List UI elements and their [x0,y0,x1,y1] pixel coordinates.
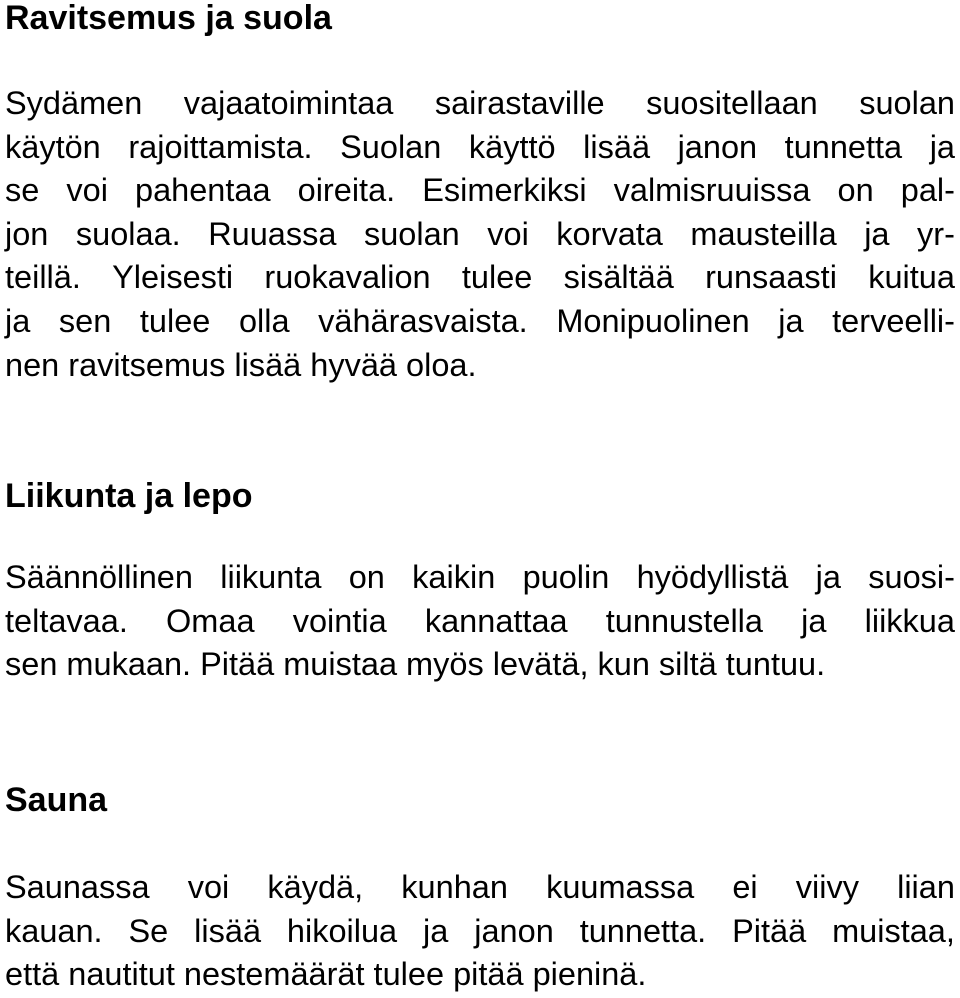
word: yr- [917,215,955,252]
word: Suolan [340,128,442,165]
word: tunnustella [605,602,763,639]
word: kuitua [868,259,955,296]
text-line [5,82,955,126]
word: tunnetta. [579,912,707,949]
word: ja [801,602,827,639]
word: kaikin [412,559,496,595]
word: ja [929,128,955,165]
word: kauan. [5,912,103,949]
word: muistaa, [832,912,955,949]
word: vointia [292,602,387,639]
word: Sydämen [5,85,143,121]
word: valmisruuissa [613,172,811,209]
text-line: että nautitut nestemäärät tulee pitää pieninä. [5,956,647,993]
word: jon [5,215,49,252]
text-line [5,300,955,344]
word: ruokavalion [264,259,431,296]
paragraph-liikunta [5,556,955,687]
word: liikunta [220,559,322,595]
text-line [5,169,955,213]
word: teltavaa. [5,602,128,639]
word: voi [187,869,230,905]
word: tulee [461,259,533,296]
word: mausteilla [690,215,837,252]
text-line [5,556,955,600]
word: käytön [5,128,101,165]
word: tulee [139,302,211,339]
word: vähärasvaista. [318,302,528,339]
word: suositellaan [646,85,818,121]
word: ei [732,869,758,905]
word: voi [487,215,529,252]
word: ja [423,912,449,949]
word: Omaa [166,602,255,639]
text-line [5,866,955,910]
word: pahentaa [135,172,271,209]
word: tunnetta [784,128,903,165]
paragraph-sauna [5,866,955,997]
word: suolan [859,85,955,121]
word: Monipuolinen [556,302,750,339]
word: terveelli- [832,302,955,339]
word: ja [5,302,31,339]
word: lisää [583,128,651,165]
word: suolaa. [75,215,181,252]
word: käyttö [468,128,556,165]
text-line: nen ravitsemus lisää hyvää oloa. [5,346,477,383]
word: janon [474,912,554,949]
word: teillä. [5,259,81,296]
word: on [348,559,385,595]
section-heading-ravitsemus: Ravitsemus ja suola [5,0,332,37]
word: se [5,172,40,209]
word: käydä, [267,869,364,905]
word: rajoittamista. [128,128,313,165]
text-line [5,910,955,954]
word: sen [58,302,112,339]
word: janon [677,128,758,165]
word: Pitää [732,912,807,949]
word: liian [897,869,955,905]
word: ja [778,302,804,339]
word: pal- [900,172,955,209]
word: hikoilua [286,912,398,949]
text-line [5,213,955,257]
word: kannattaa [424,602,568,639]
word: viivy [795,869,859,905]
word: on [837,172,874,209]
word: runsaasti [705,259,837,296]
text-line [5,600,955,644]
word: voi [66,172,108,209]
word: hyödyllistä [636,559,789,595]
word: liikkua [864,602,955,639]
text-line [5,126,955,170]
word: Säännöllinen [5,559,193,595]
word: sairastaville [434,85,605,121]
word: Saunassa [5,869,150,905]
section-heading-liikunta: Liikunta ja lepo [5,477,253,515]
text-line [5,256,955,300]
word: ja [864,215,890,252]
word: kuumassa [546,869,695,905]
section-heading-sauna: Sauna [5,781,108,819]
word: kunhan [401,869,508,905]
paragraph-ravitsemus [5,82,955,387]
text-line: sen mukaan. Pitää muistaa myös levätä, kun siltä tuntuu. [5,646,826,683]
word: korvata [556,215,663,252]
word: Yleisesti [112,259,234,296]
word: suolan [363,215,460,252]
word: sisältää [563,259,674,296]
word: suosi- [868,559,955,595]
word: olla [238,302,290,339]
word: vajaatoimintaa [183,85,394,121]
word: Ruuassa [208,215,337,252]
word: puolin [522,559,610,595]
word: oireita. [297,172,396,209]
word: Esimerkiksi [422,172,587,209]
word: ja [815,559,841,595]
word: Se [128,912,169,949]
word: lisää [194,912,262,949]
